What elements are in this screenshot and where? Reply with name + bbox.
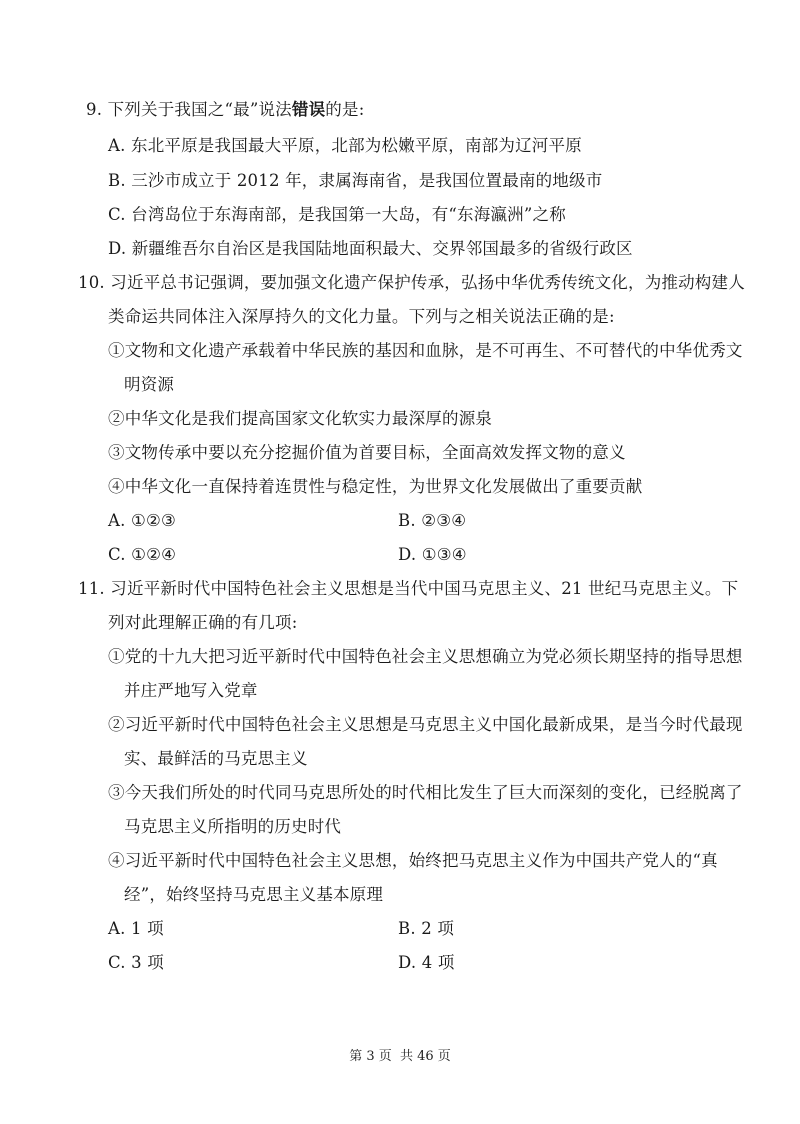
q10-stem-line2: 类命运共同体注入深厚持久的文化力量。下列与之相关说法正确的是: (108, 307, 615, 326)
q11-statement-1-line2: 并庄严地写入党章 (124, 681, 258, 700)
page-footer (0, 1048, 800, 1066)
q9-option-d: D. 新疆维吾尔自治区是我国陆地面积最大、交界邻国最多的省级行政区 (108, 239, 633, 258)
page-total: 共 46 页 (399, 1049, 451, 1064)
q11-statement-4-line1: ④习近平新时代中国特色社会主义思想，始终把马克思主义作为中国共产党人的“真 (108, 851, 718, 870)
q10-stem-line1 (78, 272, 745, 294)
q11-option-b: B. 2 项 (398, 919, 455, 938)
page-number: 第 3 页 (349, 1049, 392, 1064)
q9-option-a: A. 东北平原是我国最大平原，北部为松嫩平原，南部为辽河平原 (108, 136, 582, 155)
q11-stem-line2: 列对此理解正确的有几项: (108, 613, 298, 632)
q10-statement-1-line1: ①文物和文化遗产承载着中华民族的基因和血脉，是不可再生、不可替代的中华优秀文 (108, 341, 743, 360)
q9-option-b: B. 三沙市成立于 2012 年，隶属海南省，是我国位置最南的地级市 (108, 171, 603, 190)
q9-number: 9. (86, 100, 103, 119)
q11-number: 11. (78, 579, 105, 598)
q10-number: 10. (78, 273, 105, 292)
q9-stem-after: 的是: (325, 100, 365, 119)
q11-option-c: C. 3 项 (108, 953, 164, 972)
q10-stem-text1: 习近平总书记强调，要加强文化遗产保护传承，弘扬中华优秀传统文化，为推动构建人 (110, 273, 745, 292)
q11-stem-text1: 习近平新时代中国特色社会主义思想是当代中国马克思主义、21 世纪马克思主义。下 (110, 579, 739, 598)
q11-option-d: D. 4 项 (398, 953, 455, 972)
q9-stem-before: 下列关于我国之“最”说法 (107, 100, 292, 119)
q11-statement-3-line1: ③今天我们所处的时代同马克思所处的时代相比发生了巨大而深刻的变化，已经脱离了 (108, 783, 743, 802)
q9-stem-bold: 错误 (291, 100, 326, 119)
q10-statement-4: ④中华文化一直保持着连贯性与稳定性，为世界文化发展做出了重要贡献 (108, 477, 643, 496)
q10-statement-1-line2: 明资源 (124, 375, 175, 394)
q11-statement-4-line2: 经”，始终坚持马克思主义基本原理 (124, 885, 384, 904)
q9-option-c: C. 台湾岛位于东海南部，是我国第一大岛，有“东海瀛洲”之称 (108, 205, 566, 224)
q11-statement-3-line2: 马克思主义所指明的历史时代 (124, 817, 342, 836)
q10-option-d: D. ①③④ (398, 545, 467, 564)
q10-option-a: A. ①②③ (108, 511, 176, 530)
q10-option-b: B. ②③④ (398, 511, 467, 530)
q11-option-a: A. 1 项 (108, 919, 164, 938)
q10-statement-3: ③文物传承中要以充分挖掘价值为首要目标，全面高效发挥文物的意义 (108, 443, 626, 462)
q10-option-c: C. ①②④ (108, 545, 177, 564)
q10-statement-2: ②中华文化是我们提高国家文化软实力最深厚的源泉 (108, 409, 493, 428)
q11-stem-line1 (78, 578, 738, 600)
q11-statement-2-line2: 实、最鲜活的马克思主义 (124, 749, 308, 768)
q9-stem (86, 99, 364, 121)
q11-statement-2-line1: ②习近平新时代中国特色社会主义思想是马克思主义中国化最新成果，是当今时代最现 (108, 715, 743, 734)
q11-statement-1-line1: ①党的十九大把习近平新时代中国特色社会主义思想确立为党必须长期坚持的指导思想 (108, 647, 743, 666)
